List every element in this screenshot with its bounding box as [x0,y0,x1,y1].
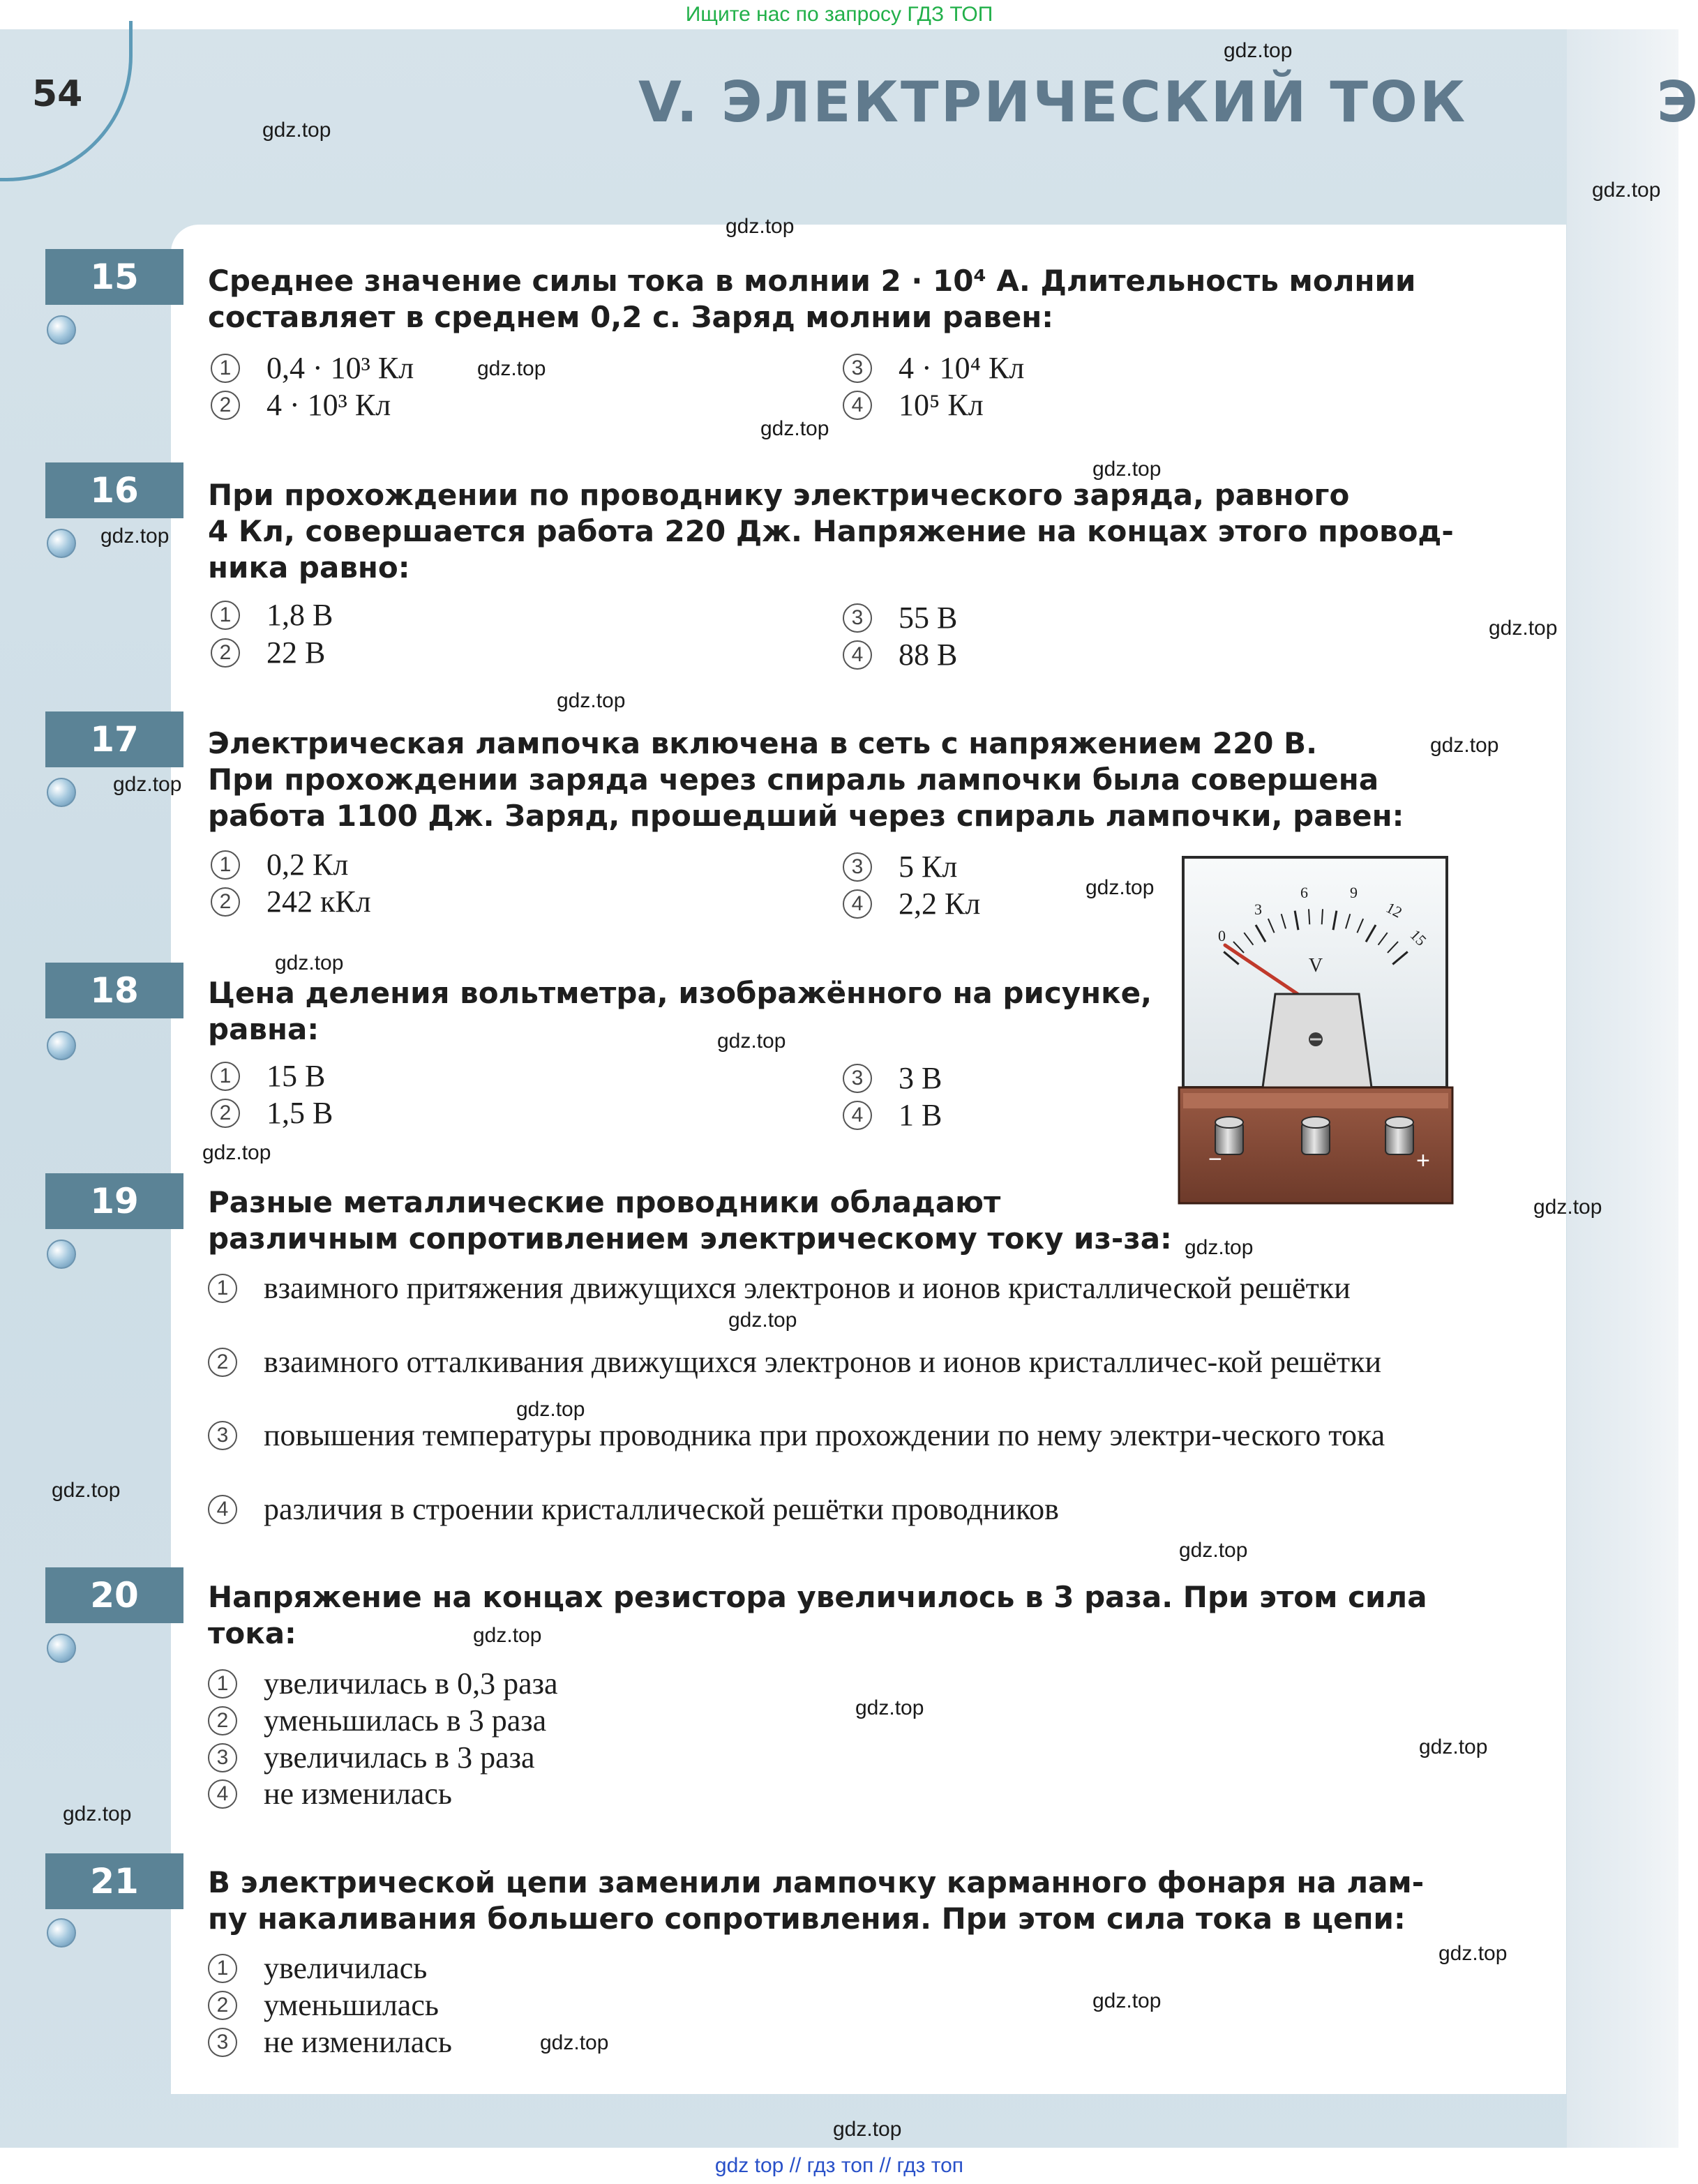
option-number: 2 [211,391,240,420]
question-21-text [208,1865,1457,1937]
option-18-3[interactable] [843,1060,942,1097]
option-number: 3 [843,603,872,633]
watermark: gdz.top [1419,1735,1488,1759]
question-16-text [208,477,1457,586]
option-text: 88 В [899,638,958,672]
next-page-title-fragment: Э [1657,70,1698,135]
option-number: 1 [211,601,240,630]
watermark: gdz.top [557,689,626,712]
watermark: gdz.top [52,1479,121,1502]
option-20-2[interactable] [208,1703,546,1739]
question-19-text [208,1184,1199,1257]
bottom-banner[interactable]: gdz top // гдз топ // гдз топ [0,2148,1678,2184]
option-18-4[interactable] [843,1097,942,1134]
question-number-20: 20 [45,1567,183,1623]
page-number: 54 [32,73,83,115]
watermark: gdz.top [63,1802,132,1825]
question-text-line: При прохождении заряда через спираль лампочки была совершена [208,762,1379,797]
bullet-icon [47,778,76,807]
question-number-19: 19 [45,1173,183,1229]
option-text: уменьшилась в 3 раза [264,1703,547,1738]
option-number: 1 [208,1274,237,1303]
watermark: gdz.top [1592,179,1661,202]
question-text-line: В электрической цепи заменили лампочку карманного фонаря на лам- [208,1865,1425,1899]
question-text-line: 4 Кл, совершается работа 220 Дж. Напряжение на концах этого провод- [208,514,1454,548]
option-text: различия в строении кристаллической решётки проводников [264,1492,1059,1526]
scale-label-12: 12 [1383,898,1406,921]
question-17-text [208,725,1457,834]
option-number: 4 [208,1495,237,1524]
option-text: не изменилась [264,2025,452,2059]
watermark: gdz.top [717,1030,786,1053]
bullet-icon [47,1918,76,1948]
option-text: 4 · 10⁴ Кл [899,351,1025,385]
scale-label-3: 3 [1254,901,1262,918]
option-text: 3 В [899,1061,942,1095]
question-text-line: равна: [208,1012,320,1046]
option-text: уменьшилась [264,1988,439,2022]
option-number: 1 [208,1669,237,1699]
option-15-1[interactable] [211,350,414,386]
option-text: 5 Кл [899,850,958,884]
option-number: 2 [208,1991,237,2020]
question-text-line: ника равно: [208,550,410,585]
bullet-icon [47,1240,76,1269]
voltmeter-unit-label: V [1308,955,1323,977]
option-text: 4 · 10³ Кл [266,388,391,422]
option-17-2[interactable] [211,884,371,920]
option-text: 2,2 Кл [899,887,981,921]
plus-sign: + [1416,1147,1430,1174]
question-text-line: Разные металлические проводники обладают [208,1185,1001,1219]
option-text: 10⁵ Кл [899,388,984,422]
bullet-icon [47,1031,76,1060]
option-number: 3 [843,852,872,882]
question-number-15: 15 [45,249,183,305]
question-text-line: пу накаливания большего сопротивления. При этом сила тока в цепи: [208,1901,1406,1936]
option-15-3[interactable] [843,350,1024,386]
option-number: 3 [843,354,872,383]
option-number: 3 [208,1421,237,1450]
question-text-line: составляет в среднем 0,2 с. Заряд молнии равен: [208,300,1054,334]
minus-sign: − [1208,1146,1222,1173]
option-21-3[interactable] [208,2024,452,2061]
option-number: 4 [843,1101,872,1130]
option-16-2[interactable] [211,635,325,671]
question-20-text [208,1579,1457,1652]
scale-tick [1322,909,1323,924]
option-text: 1,5 В [266,1096,333,1130]
option-number: 1 [211,354,240,383]
option-number: 4 [208,1779,237,1809]
option-text: 15 В [266,1059,326,1093]
option-number: 3 [843,1064,872,1093]
option-number: 1 [211,850,240,880]
watermark: gdz.top [1224,39,1293,62]
question-number-16: 16 [45,462,183,518]
option-text: повышения температуры проводника при прохождении по нему электри-ческого тока [264,1418,1385,1452]
option-number: 2 [211,887,240,917]
option-number: 4 [843,640,872,670]
option-18-2[interactable] [211,1095,333,1131]
option-text: 22 В [266,635,326,670]
option-17-4[interactable] [843,886,980,922]
chapter-title: V. ЭЛЕКТРИЧЕСКИЙ ТОК [638,70,1468,135]
scale-label-15: 15 [1406,926,1430,949]
question-text-line: работа 1100 Дж. Заряд, прошедший через спираль лампочки, равен: [208,799,1404,833]
watermark: gdz.top [1438,1942,1508,1965]
option-19-1[interactable] [208,1270,1464,1306]
option-17-1[interactable] [211,847,348,883]
option-number: 1 [211,1062,240,1091]
option-15-4[interactable] [843,387,984,423]
question-text-line: При прохождении по проводнику электрического заряда, равного [208,478,1350,512]
watermark: gdz.top [1179,1539,1248,1562]
watermark: gdz.top [1533,1196,1602,1219]
bullet-icon [47,529,76,558]
watermark: gdz.top [726,215,795,238]
question-18-text [208,975,1171,1048]
option-text: увеличилась [264,1951,428,1985]
watermark: gdz.top [1185,1236,1254,1259]
scale-label-9: 9 [1350,884,1358,901]
option-number: 2 [208,1706,237,1735]
option-text: увеличилась в 0,3 раза [264,1666,558,1701]
question-text-line: Среднее значение силы тока в молнии 2 · 10⁴ А. Длительность молнии [208,264,1416,298]
watermark: gdz.top [477,357,546,380]
option-16-3[interactable] [843,600,957,636]
terminal-knob-middle [1302,1117,1330,1154]
option-number: 4 [843,889,872,919]
watermark: gdz.top [275,951,344,974]
option-number: 2 [211,1099,240,1128]
question-text-line: различным сопротивлением электрическому току из-за: [208,1221,1172,1256]
question-15-text [208,263,1457,336]
top-banner[interactable]: Ищите нас по запросу ГДЗ ТОП [0,0,1678,29]
option-20-3[interactable] [208,1740,535,1776]
watermark: gdz.top [833,2118,902,2141]
option-20-4[interactable] [208,1776,452,1812]
option-text: взаимного отталкивания движущихся электронов и ионов кристалличес-кой решётки [264,1345,1382,1379]
option-text: увеличилась в 3 раза [264,1740,535,1775]
scale-label-6: 6 [1300,884,1308,901]
option-21-2[interactable] [208,1987,439,2024]
watermark: gdz.top [100,525,170,548]
option-text: 242 кКл [266,884,371,919]
watermark: gdz.top [1430,734,1499,757]
watermark: gdz.top [1092,1989,1162,2012]
watermark: gdz.top [760,417,829,440]
question-text-line: Напряжение на концах резистора увеличилось в 3 раза. При этом сила [208,1580,1427,1614]
watermark: gdz.top [516,1398,585,1421]
question-number-18: 18 [45,963,183,1018]
question-text-line: Электрическая лампочка включена в сеть с напряжением 220 В. [208,726,1318,760]
option-text: 55 В [899,601,958,635]
watermark: gdz.top [540,2031,609,2054]
question-text-line: Цена деления вольтметра, изображённого на рисунке, [208,976,1152,1010]
watermark: gdz.top [1489,617,1558,640]
watermark: gdz.top [855,1696,924,1719]
option-text: 0,2 Кл [266,848,349,882]
option-text: взаимного притяжения движущихся электронов и ионов кристаллической решётки [264,1271,1351,1305]
option-text: 1 В [899,1098,942,1132]
option-16-1[interactable] [211,597,333,633]
watermark: gdz.top [113,773,182,796]
watermark: gdz.top [1085,876,1155,899]
watermark: gdz.top [473,1624,542,1647]
question-number-17: 17 [45,711,183,767]
question-number-21: 21 [45,1853,183,1909]
option-19-2[interactable] [208,1344,1464,1380]
option-15-2[interactable] [211,387,391,423]
option-21-1[interactable] [208,1950,427,1987]
watermark: gdz.top [728,1309,797,1332]
option-19-4[interactable] [208,1491,1464,1528]
option-18-1[interactable] [211,1058,325,1094]
option-number: 2 [211,638,240,668]
bullet-icon [47,1634,76,1663]
watermark: gdz.top [202,1141,271,1164]
option-number: 1 [208,1954,237,1983]
option-16-4[interactable] [843,637,957,673]
scale-label-0: 0 [1218,927,1226,944]
question-text-line: тока: [208,1616,296,1650]
option-text: 1,8 В [266,598,333,632]
option-number: 3 [208,1743,237,1772]
watermark: gdz.top [262,119,331,142]
option-text: не изменилась [264,1777,452,1811]
option-20-1[interactable] [208,1666,558,1702]
option-number: 3 [208,2028,237,2057]
terminal-knob-plus [1385,1117,1413,1154]
option-17-3[interactable] [843,849,957,885]
next-page-edge [1567,28,1678,2148]
option-text: 0,4 · 10³ Кл [266,351,414,385]
voltmeter-figure [1179,854,1452,1217]
watermark: gdz.top [1092,458,1162,481]
bullet-icon [47,315,76,345]
option-19-3[interactable] [208,1417,1464,1454]
option-number: 2 [208,1348,237,1377]
option-number: 4 [843,391,872,420]
